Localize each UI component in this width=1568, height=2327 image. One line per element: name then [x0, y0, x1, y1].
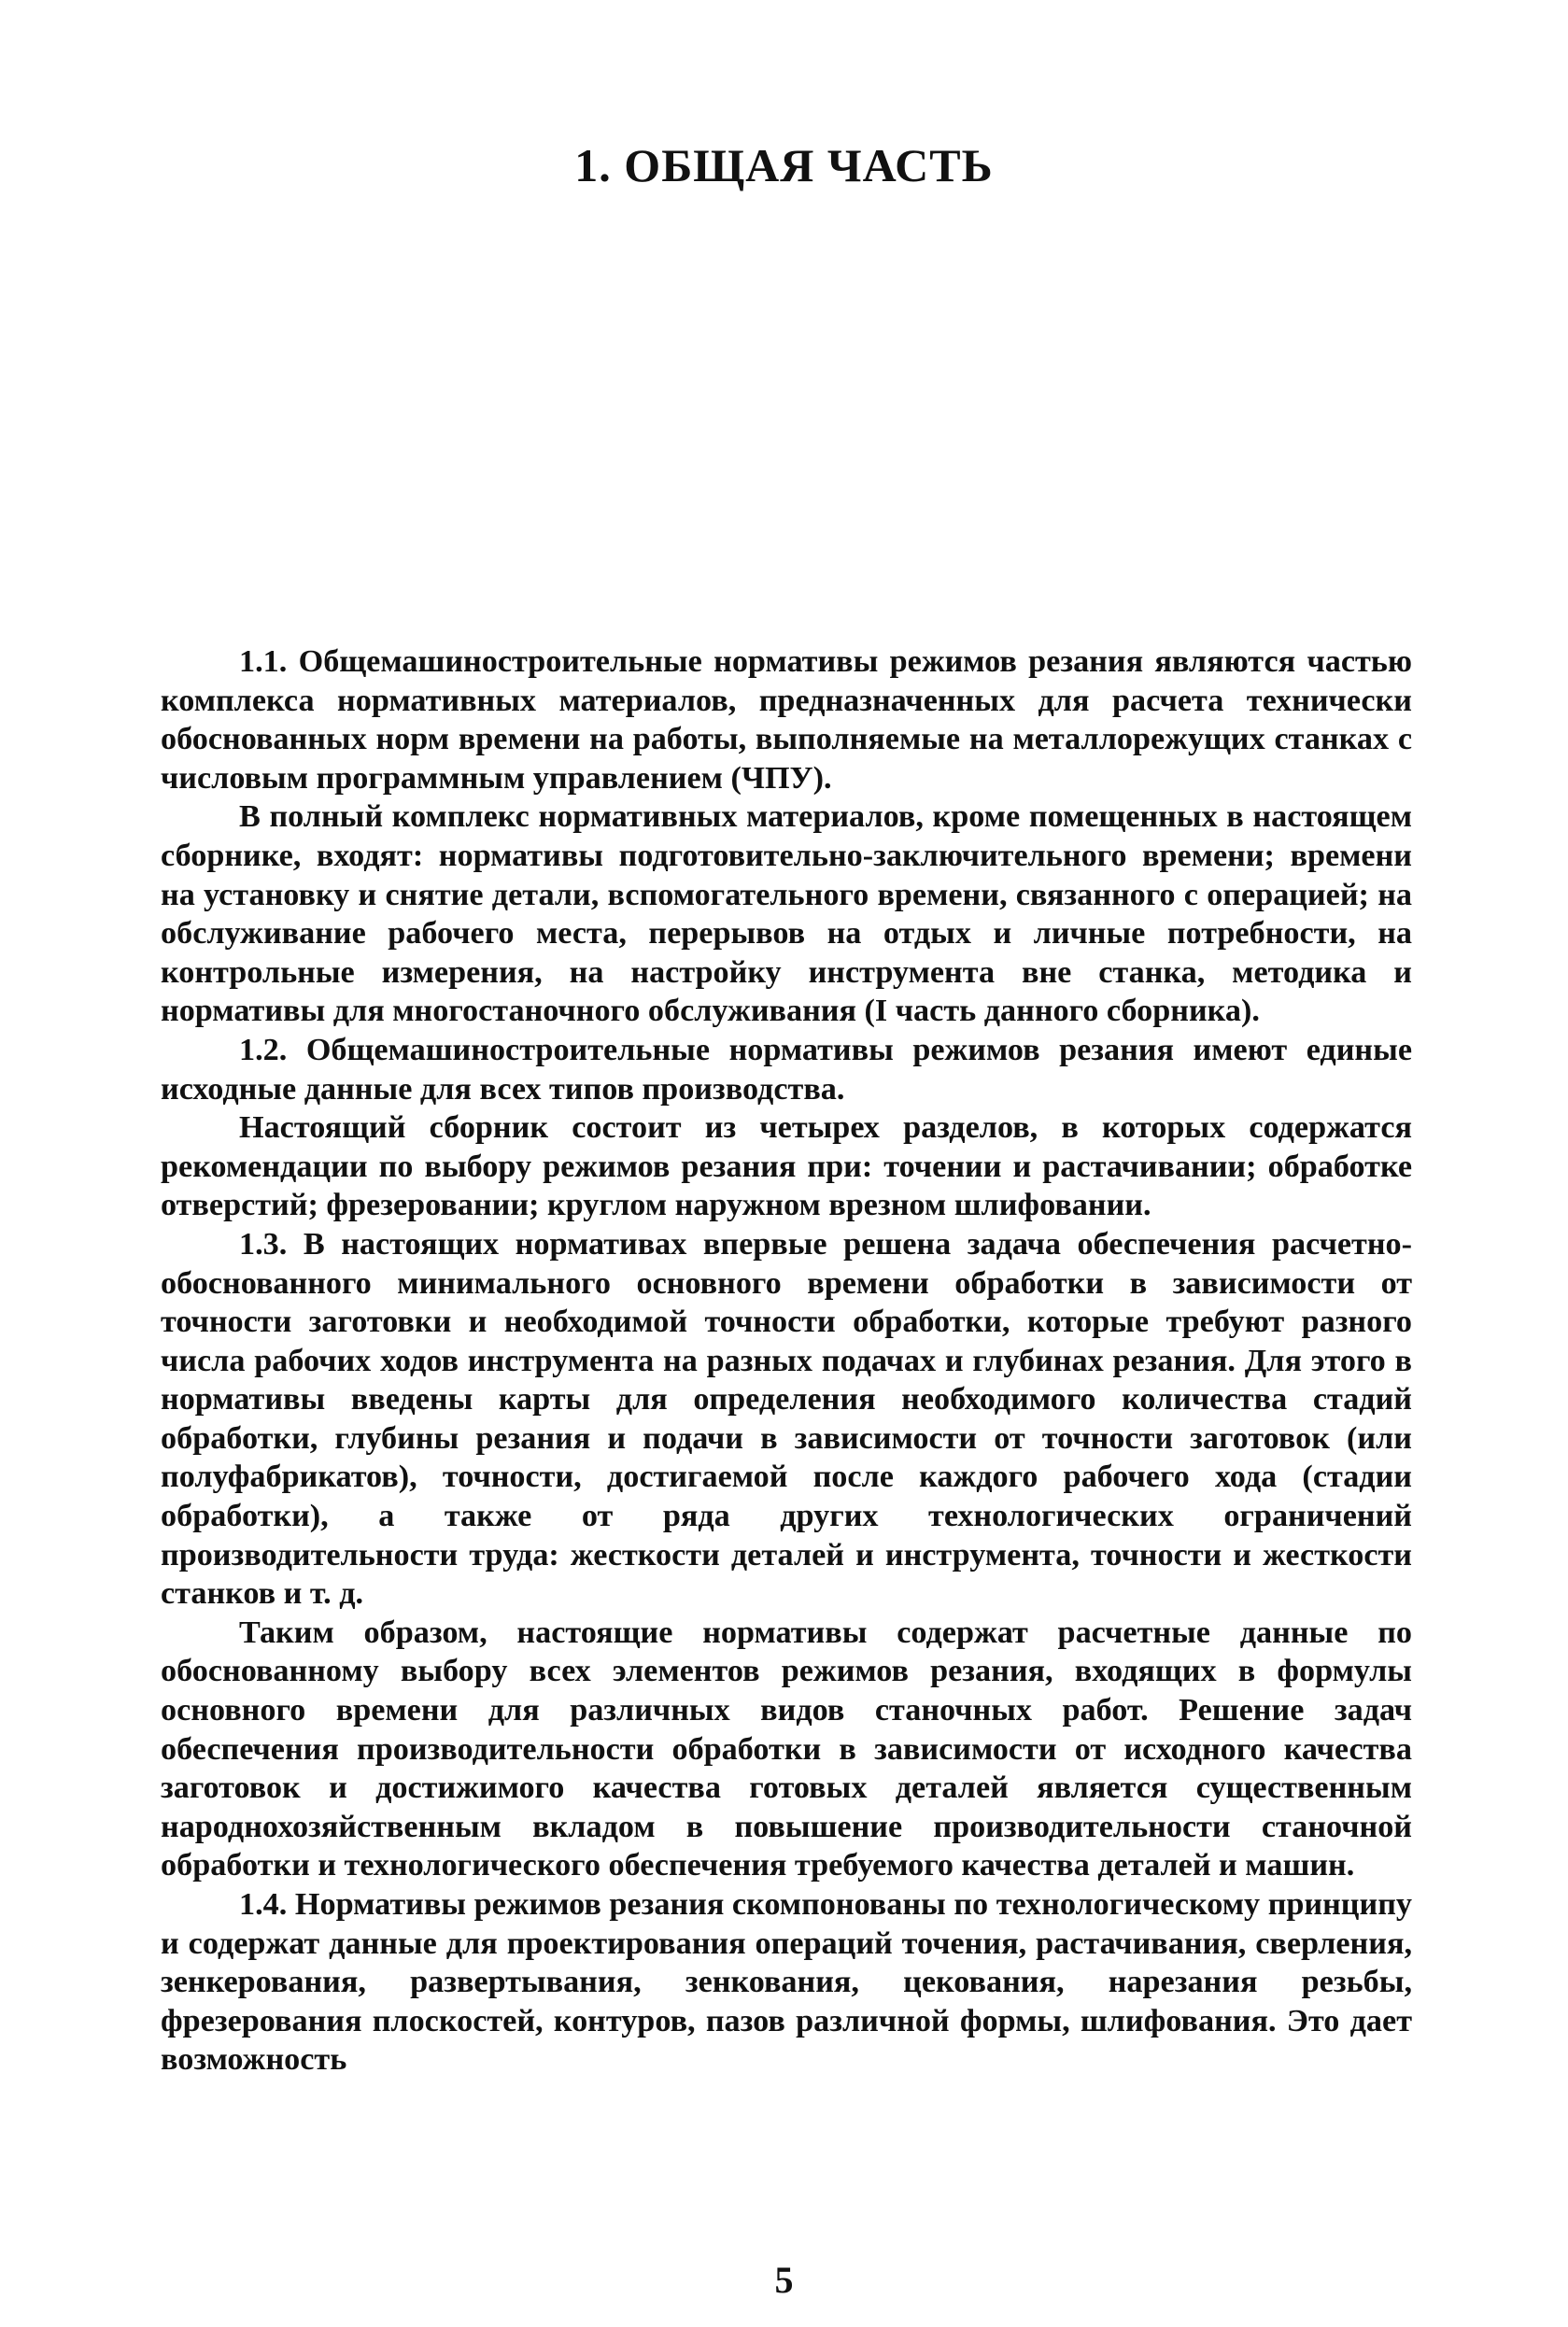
paragraph-1-3: 1.3. В настоящих нормативах впервые решена задача обеспечения расчетно-обоснованного минимального основного времени обработки в зависимости от точности заготовки и необходимой точности обработки, которые требуют разного числа рабочих ходов инструмента на разных подачах и глубинах резания. Для этого в нормативы введены карты для определения необходимого количества стадий обработки, глубины резания и подачи в зависимости от точности заготовок (или полуфабрикатов), точности, достигаемой после каждого рабочего хода (стадии обработки), а также от ряда других технологических ограничений производительности труда: жесткости деталей и инструмента, точности и жесткости станков и т. д.	[161, 1226, 1412, 1612]
chapter-heading: 1. ОБЩАЯ ЧАСТЬ	[574, 139, 994, 191]
paragraph-complex: В полный комплекс нормативных материалов, кроме помещенных в настоящем сборнике, входят: нормативы подготовительно-заключительного времени; времени на установку и снятие детали, вспомогательного времени, связанного с операцией; на обслуживание рабочего места, перерывов на отдых и личные потребности, на контрольные измерения, на настройку инструмента вне станка, методика и нормативы для многостаночного обслуживания (I часть данного сборника).	[161, 799, 1412, 1029]
paragraph-1-4: 1.4. Нормативы режимов резания скомпонованы по технологическому принципу и содержат данные для проектирования операций точения, растачивания, сверления, зенкерования, развертывания, зенкования, цекования, нарезания резьбы, фрезерования плоскостей, контуров, пазов различной формы, шлифования. Это дает возможность	[161, 1887, 1412, 2078]
paragraph-summary: Таким образом, настоящие нормативы содержат расчетные данные по обоснованному выбору всех элементов режимов резания, входящих в формулы основного времени для различных видов станочных работ. Решение задач обеспечения производительности обработки в зависимости от исходного качества заготовок и достижимого качества готовых деталей является существенным народнохозяйственным вкладом в повышение производительности станочной обработки и технологического обеспечения требуемого качества деталей и машин.	[161, 1615, 1412, 1883]
body-text	[161, 642, 1412, 2080]
paragraph-sections: Настоящий сборник состоит из четырех разделов, в которых содержатся рекомендации по выбору режимов резания при: точении и растачивании; обработке отверстий; фрезеровании; круглом наружном врезном шлифовании.	[161, 1110, 1412, 1223]
paragraph-1-1: 1.1. Общемашиностроительные нормативы режимов резания являются частью комплекса нормативных материалов, предназначенных для расчета технически обоснованных норм времени на работы, выполняемые на металлорежущих станках с числовым программным управлением (ЧПУ).	[161, 644, 1412, 796]
paragraph-1-2: 1.2. Общемашиностроительные нормативы режимов резания имеют единые исходные данные для всех типов производства.	[161, 1032, 1412, 1107]
page-number: 5	[774, 2259, 794, 2301]
